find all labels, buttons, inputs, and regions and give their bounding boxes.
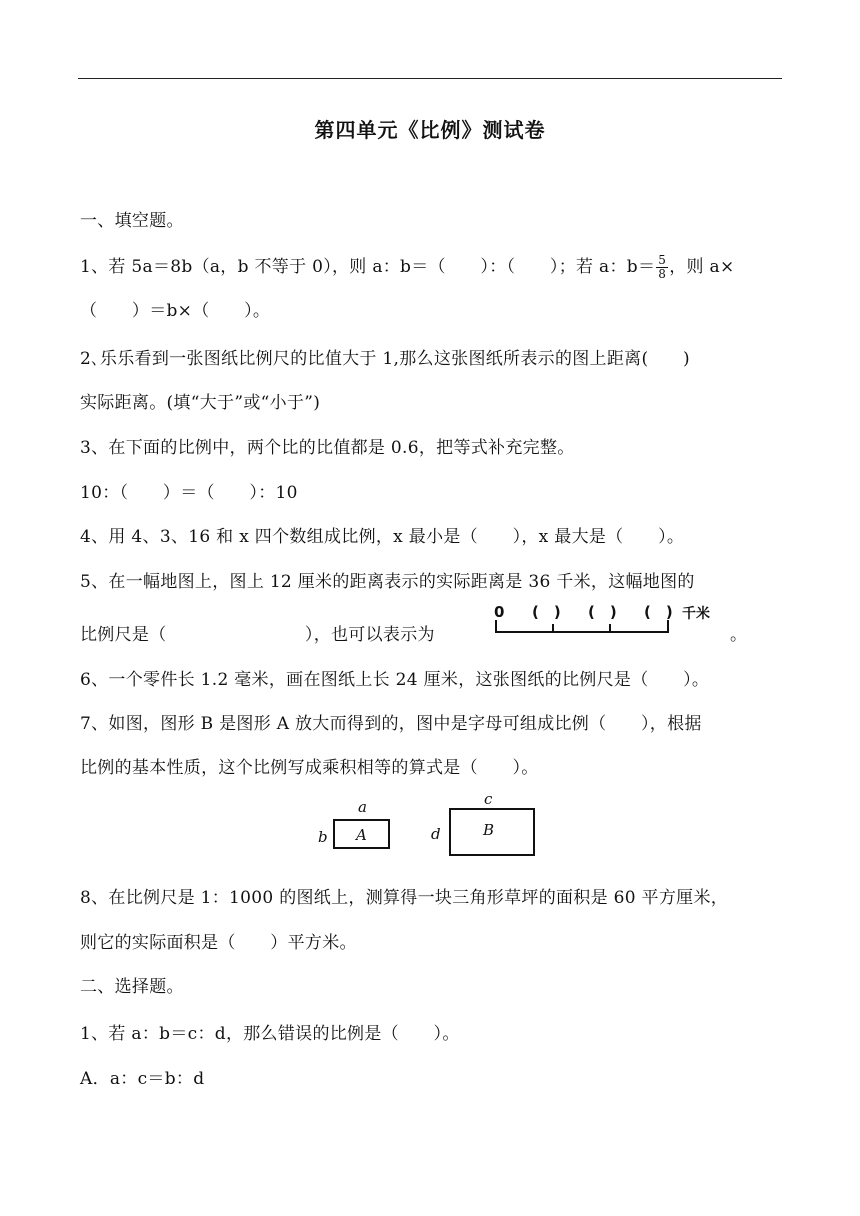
header-rule bbox=[78, 78, 782, 79]
scale-unit-label: 千米 bbox=[682, 606, 710, 622]
question-3-line-2: 10：（ ）＝（ ）：10 bbox=[80, 483, 298, 503]
page-title: 第四单元《比例》测试卷 bbox=[314, 118, 546, 142]
question-8-line-2: 则它的实际面积是（ ）平方米。 bbox=[80, 933, 357, 953]
rectangles-figure bbox=[310, 792, 550, 862]
label-b: b bbox=[318, 828, 328, 846]
question-6: 6、一个零件长 1.2 毫米，画在图纸上长 24 厘米，这张图纸的比例尺是（ ）。 bbox=[80, 670, 710, 690]
shape-label-B: B bbox=[483, 821, 495, 839]
choice-question-1-option-a: A．a：c＝b：d bbox=[80, 1069, 205, 1089]
scale-blank-1: ( ) bbox=[532, 603, 561, 621]
question-7-line-2: 比例的基本性质，这个比例写成乘积相等的算式是（ ）。 bbox=[80, 758, 539, 778]
fraction-five-eighths bbox=[656, 254, 668, 281]
question-5-line-2-end: 。 bbox=[730, 625, 748, 645]
question-5-line-2: 比例尺是（ ），也可以表示为 bbox=[80, 625, 435, 645]
label-d: d bbox=[431, 825, 441, 843]
section-heading-fill-in: 一、填空题。 bbox=[80, 211, 184, 231]
question-4: 4、用 4、3、16 和 x 四个数组成比例，x 最小是（ ），x 最大是（ ）。 bbox=[80, 527, 685, 547]
label-c: c bbox=[484, 792, 493, 808]
question-3-line-1: 3、在下面的比例中，两个比的比值都是 0.6，把等式补充完整。 bbox=[80, 438, 575, 458]
question-7-line-1: 7、如图，图形 B 是图形 A 放大而得到的，图中是字母可组成比例（ ），根据 bbox=[80, 714, 702, 734]
question-1-text-b: ，则 a× bbox=[669, 257, 735, 277]
question-5-line-1: 5、在一幅地图上，图上 12 厘米的距离表示的实际距离是 36 千米，这幅地图的 bbox=[80, 572, 695, 592]
section-heading-multiple-choice: 二、选择题。 bbox=[80, 977, 184, 997]
label-a: a bbox=[358, 798, 367, 816]
choice-question-1: 1、若 a：b＝c：d，那么错误的比例是（ ）。 bbox=[80, 1024, 460, 1044]
scale-zero-label: 0 bbox=[494, 603, 505, 621]
fraction-denominator: 8 bbox=[658, 267, 667, 281]
question-2-line-1: 2､乐乐看到一张图纸比例尺的比值大于 1,那么这张图纸所表示的图上距离( ) bbox=[80, 349, 690, 369]
scale-bar-diagram bbox=[492, 600, 742, 640]
scale-blank-2: ( ) bbox=[588, 603, 617, 621]
fraction-numerator: 5 bbox=[658, 253, 667, 267]
question-1-text-a: 1、若 5a＝8b（a，b 不等于 0），则 a：b＝（ ）：（ ）；若 a：b＝ bbox=[80, 257, 656, 277]
question-1-line-1 bbox=[80, 252, 735, 281]
question-1-line-2: （ ）＝b×（ ）。 bbox=[80, 301, 271, 321]
shape-label-A: A bbox=[356, 826, 367, 844]
question-8-line-1: 8、在比例尺是 1：1000 的图纸上，测算得一块三角形草坪的面积是 60 平方厘米， bbox=[80, 888, 729, 908]
scale-blank-3: ( ) bbox=[644, 603, 673, 621]
question-2-line-2: 实际距离。(填“大于”或“小于”) bbox=[80, 393, 321, 413]
